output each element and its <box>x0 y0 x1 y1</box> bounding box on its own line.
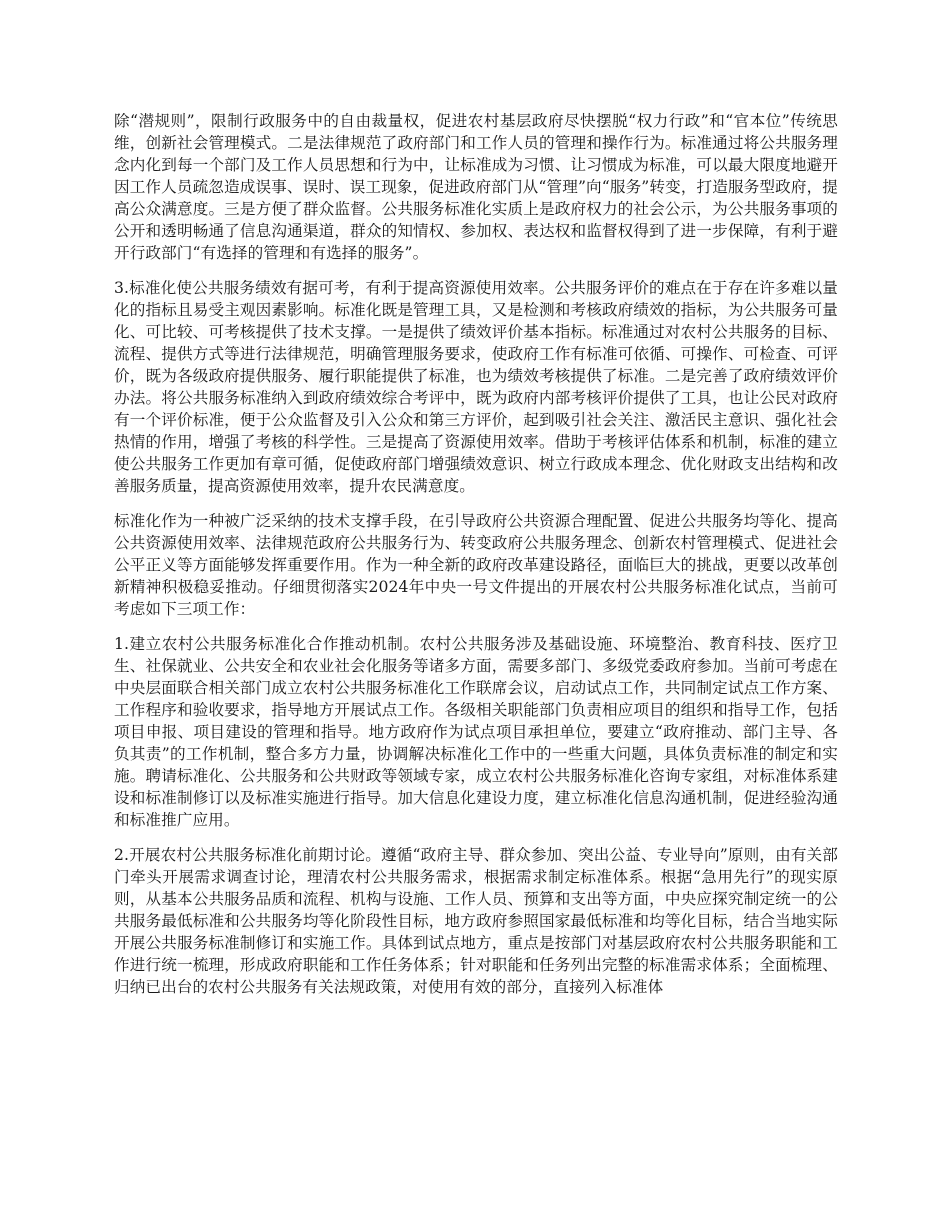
document-page <box>114 110 838 1011</box>
paragraph-legal-norms: 除“潜规则”，限制行政服务中的自由裁量权，促进农村基层政府尽快摆脱“权力行政”和“官本位”传统思维，创新社会管理模式。二是法律规范了政府部门和工作人员的管理和操作行为。标准通过将公共服务理念内化到每一个部门及工作人员思想和行为中，让标准成为习惯、让习惯成为标准，可以最大限度地避开因工作人员疏忽造成误事、误时、误工现象，促进政府部门从“管理”向“服务”转变，打造服务型政府，提高公众满意度。三是方便了群众监督。公共服务标准化实质上是政府权力的社会公示，为公共服务事项的公开和透明畅通了信息沟通渠道，群众的知情权、参加权、表达权和监督权得到了进一步保障，有利于避开行政部门“有选择的管理和有选择的服务”。 <box>114 112 838 262</box>
paragraph-cooperation-mechanism: 1.建立农村公共服务标准化合作推动机制。农村公共服务涉及基础设施、环境整治、教育科技、医疗卫生、社保就业、公共安全和农业社会化服务等诸多方面，需要多部门、多级党委政府参加。当前可考虑在中央层面联合相关部门成立农村公共服务标准化工作联席会议，启动试点工作，共同制定试点工作方案、工作程序和验收要求，指导地方开展试点工作。各级相关职能部门负责相应项目的组织和指导工作，包括项目申报、项目建设的管理和指导。地方政府作为试点项目承担单位，要建立“政府推动、部门主导、各负其责”的工作机制，整合多方力量，协调解决标准化工作中的一些重大问题，具体负责标准的制定和实施。聘请标准化、公共服务和公共财政等领域专家，成立农村公共服务标准化咨询专家组，对标准体系建设和标准制修订以及标准实施进行指导。加大信息化建设力度，建立标准化信息沟通机制，促进经验沟通和标准推广应用。 <box>114 635 838 829</box>
paragraph-standardization-overview: 标准化作为一种被广泛采纳的技术支撑手段，在引导政府公共资源合理配置、促进公共服务均等化、提高公共资源使用效率、法律规范政府公共服务行为、转变政府公共服务理念、创新农村管理模式、促进社会公平正义等方面能够发挥重要作用。作为一种全新的政府改革建设路径，面临巨大的挑战，更要以改革创新精神积极稳妥推动。仔细贯彻落实2024年中央一号文件提出的开展农村公共服务标准化试点，当前可考虑如下三项工作： <box>114 512 838 618</box>
paragraph-performance-evaluation: 3.标准化使公共服务绩效有据可考，有利于提高资源使用效率。公共服务评价的难点在于存在许多难以量化的指标且易受主观因素影响。标准化既是管理工具，又是检测和考核政府绩效的指标，为公共服务可量化、可比较、可考核提供了技术支撑。一是提供了绩效评价基本指标。标准通过对农村公共服务的目标、流程、提供方式等进行法律规范，明确管理服务要求，使政府工作有标准可依循、可操作、可检查、可评价，既为各级政府提供服务、履行职能提供了标准，也为绩效考核提供了标准。二是完善了政府绩效评价办法。将公共服务标准纳入到政府绩效综合考评中，既为政府内部考核评价提供了工具，也让公民对政府有一个评价标准，便于公众监督及引入公众和第三方评价，起到吸引社会关注、激活民主意识、强化社会热情的作用，增强了考核的科学性。三是提高了资源使用效率。借助于考核评估体系和机制，标准的建立使公共服务工作更加有章可循，促使政府部门增强绩效意识、树立行政成本理念、优化财政支出结构和改善服务质量，提高资源使用效率，提升农民满意度。 <box>114 279 838 495</box>
paragraph-preliminary-discussion: 2.开展农村公共服务标准化前期讨论。遵循“政府主导、群众参加、突出公益、专业导向”原则，由有关部门牵头开展需求调查讨论，理清农村公共服务需求，根据需求制定标准体系。根据“急用先行”的现实原则，从基本公共服务品质和流程、机构与设施、工作人员、预算和支出等方面，中央应探究制定统一的公共服务最低标准和公共服务均等化阶段性目标，地方政府参照国家最低标准和均等化目标，结合当地实际开展公共服务标准制修订和实施工作。具体到试点地方，重点是按部门对基层政府农村公共服务职能和工作进行统一梳理，形成政府职能和工作任务体系；针对职能和任务列出完整的标准需求体系；全面梳理、归纳已出台的农村公共服务有关法规政策，对使用有效的部分，直接列入标准体 <box>114 846 838 996</box>
